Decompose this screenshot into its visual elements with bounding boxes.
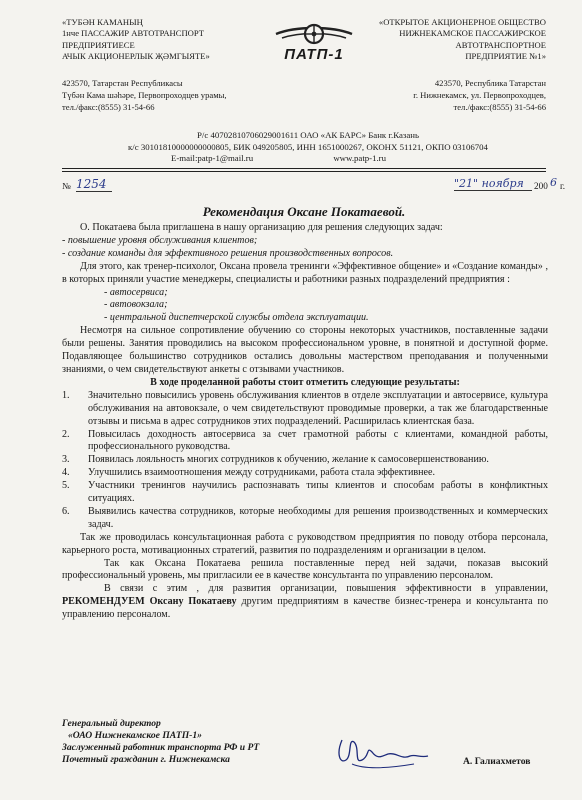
header-divider bbox=[62, 168, 546, 169]
website-text: www.patp-1.ru bbox=[333, 153, 387, 163]
consulting-paragraph: Так же проводилась консультационная работа с руководством предприятия по поводу отбора персонала, карьерного роста, мотивационных стратегий, развития по подразделениям и организации в целом. bbox=[62, 531, 548, 556]
result-text: Появилась лояльность многих сотрудников к обучению, желание к самосовершенствованию. bbox=[88, 454, 489, 466]
result-text: Участники тренингов научились распознавать типы клиентов и способам работы в конфликтных ситуациях. bbox=[88, 480, 548, 505]
header-right-line: АВТОТРАНСПОРТНОЕ bbox=[455, 39, 546, 50]
header-right-line: НИЖНЕКАМСКОЕ ПАССАЖИРСКОЕ bbox=[399, 28, 546, 39]
recommendation-lead: В связи с этим , для развития организации, повышения эффективности в управлении, bbox=[104, 583, 548, 595]
department-item: - автосервиса; bbox=[104, 286, 168, 298]
intro-paragraph: О. Покатаева была приглашена в нашу организацию для решения следующих задач: bbox=[80, 222, 443, 233]
letter-body bbox=[62, 222, 548, 622]
header-left-line: АЧЫК АКЦИОНЕРЛЫК ҖӘМГЫЯТЕ» bbox=[62, 50, 210, 61]
email-text: E-mail:patp-1@mail.ru bbox=[171, 153, 254, 163]
task-item: - создание команды для эффективного решения производственных вопросов. bbox=[62, 247, 394, 259]
task-item: - повышение уровня обслуживания клиентов; bbox=[62, 234, 258, 246]
header-left-line: «ТУБӘН КАМАНЫҢ bbox=[62, 17, 143, 27]
invitation-paragraph: Так как Оксана Покатаева решила поставленные перед ней задачи, показав высокий профессиональный уровень, мы пригласили ее в качестве консультанта по управлению персоналом. bbox=[62, 557, 548, 582]
logo-text: ПАТП-1 bbox=[284, 46, 344, 63]
address-line: тел./факс:(8555) 31-54-66 bbox=[62, 102, 155, 113]
recommendation-tail: другим предприятиям в качестве бизнес-тренера и консультанта по управлению персоналом. bbox=[62, 596, 548, 621]
results-heading: В ходе проделанной работы стоит отметить следующие результаты: bbox=[150, 376, 460, 388]
result-text: Повысилась доходность автосервиса за счет грамотной работы с клиентами, командной работы, профессионального руководства. bbox=[88, 428, 548, 453]
address-line: Түбән Кама шәһәре, Первопроходцев урамы, bbox=[62, 90, 227, 101]
letter-title: Рекомендация Оксане Покатаевой. bbox=[202, 204, 406, 219]
department-item: - центральной диспетчерской службы отдела эксплуатации. bbox=[104, 312, 369, 324]
number-label: № bbox=[62, 181, 71, 191]
results-list bbox=[62, 390, 548, 532]
address-line: 423570, Республика Татарстан bbox=[434, 78, 546, 88]
bank-details bbox=[70, 130, 546, 154]
header-divider-thin bbox=[62, 171, 546, 172]
contact-line bbox=[171, 153, 521, 163]
date-handwritten: "21" ноября bbox=[454, 177, 532, 191]
address-right bbox=[320, 77, 546, 114]
address-line: 423570, Татарстан Республикасы bbox=[62, 78, 183, 88]
result-number: 6. bbox=[62, 505, 70, 517]
result-number: 1. bbox=[62, 389, 70, 401]
address-line: г. Нижнекамск, ул. Первопроходцев, bbox=[413, 90, 546, 101]
handwritten-signature-icon bbox=[330, 730, 440, 776]
result-item bbox=[62, 454, 548, 467]
result-text: Улучшились взаимоотношения между сотрудниками, работа стала эффективнее. bbox=[88, 467, 436, 479]
departments-list bbox=[62, 287, 548, 326]
header-right-russian bbox=[316, 17, 546, 62]
result-text: Выявились качества сотрудников, которые необходимы для решения производственных и коммерческих задач. bbox=[88, 505, 548, 530]
registration-number-handwritten: 1254 bbox=[76, 177, 112, 192]
year-prefix: 200 bbox=[534, 181, 548, 191]
result-number: 2. bbox=[62, 428, 70, 440]
tasks-list bbox=[62, 235, 548, 261]
result-number: 4. bbox=[62, 467, 70, 479]
year-handwritten: 6 bbox=[550, 176, 557, 189]
department-item: - автовокзала; bbox=[104, 299, 168, 311]
header-left-line: 1нче ПАССАЖИР АВТОТРАНСПОРТ bbox=[62, 28, 205, 39]
trainings-paragraph: Для этого, как тренер-психолог, Оксана провела тренинги «Эффективное общение» и «Создание команды» , в которых приняли участие менеджеры, специалисты и работники разных подразделений предприятия : bbox=[62, 260, 548, 285]
signer-honor: Почетный гражданин г. Нижнекамска bbox=[62, 754, 230, 765]
bank-account-line: Р/с 40702810706029001611 ОАО «АК БАРС» Банк г.Казань bbox=[197, 130, 419, 140]
recommendation-paragraph bbox=[62, 583, 548, 622]
result-number: 5. bbox=[62, 480, 70, 492]
header-left-tatar bbox=[62, 17, 282, 62]
result-item bbox=[62, 390, 548, 429]
result-item bbox=[62, 506, 548, 532]
outcome-paragraph: Несмотря на сильное сопротивление обучению со стороны некоторых участников, поставленные задачи были решены. Занятия проводились на высоком профессиональном уровне, в понятной и доступной форме. Подавляющее большинство сотрудников остались довольны мастерством преподавания и полученными знаниями, о чем свидетельствуют анкеты с отзывами участников. bbox=[62, 325, 548, 375]
address-line: тел./факс:(8555) 31-54-66 bbox=[453, 102, 546, 113]
signer-honor: Заслуженный работник транспорта РФ и РТ bbox=[62, 742, 260, 753]
result-item bbox=[62, 429, 548, 455]
recommendation-emphasis: РЕКОМЕНДУЕМ Оксану Покатаеву bbox=[62, 596, 237, 608]
header-right-line: ПРЕДПРИЯТИЕ №1» bbox=[465, 50, 546, 61]
header-right-line: «ОТКРЫТОЕ АКЦИОНЕРНОЕ ОБЩЕСТВО bbox=[378, 17, 546, 27]
bank-codes-line: к/с 30101810000000000805, БИК 049205805, ИНН 1651000267, ОКОНХ 51121, ОКПО 03106704 bbox=[128, 141, 488, 152]
result-text: Значительно повысились уровень обслуживания клиентов в отделе эксплуатации и автосервисе, культура обслуживания на автовокзале, о чем свидетельствуют проводимые проверки, а так же благодарственные отзывы и письма в адрес сотрудников этих подразделений. Расширилась клиентская база. bbox=[88, 389, 548, 427]
address-left bbox=[62, 77, 292, 114]
header-left-line: ПРЕДПРИЯТИЕСЕ bbox=[62, 39, 135, 50]
signer-company: «ОАО Нижнекамское ПАТП-1» bbox=[68, 730, 202, 741]
result-number: 3. bbox=[62, 454, 70, 466]
signer-name: А. Галиахметов bbox=[463, 756, 531, 767]
result-item bbox=[62, 467, 548, 480]
signature-block bbox=[62, 718, 362, 766]
registration-line bbox=[62, 176, 566, 197]
result-item bbox=[62, 480, 548, 506]
year-suffix: г. bbox=[560, 181, 566, 191]
signer-position: Генеральный директор bbox=[62, 718, 161, 729]
